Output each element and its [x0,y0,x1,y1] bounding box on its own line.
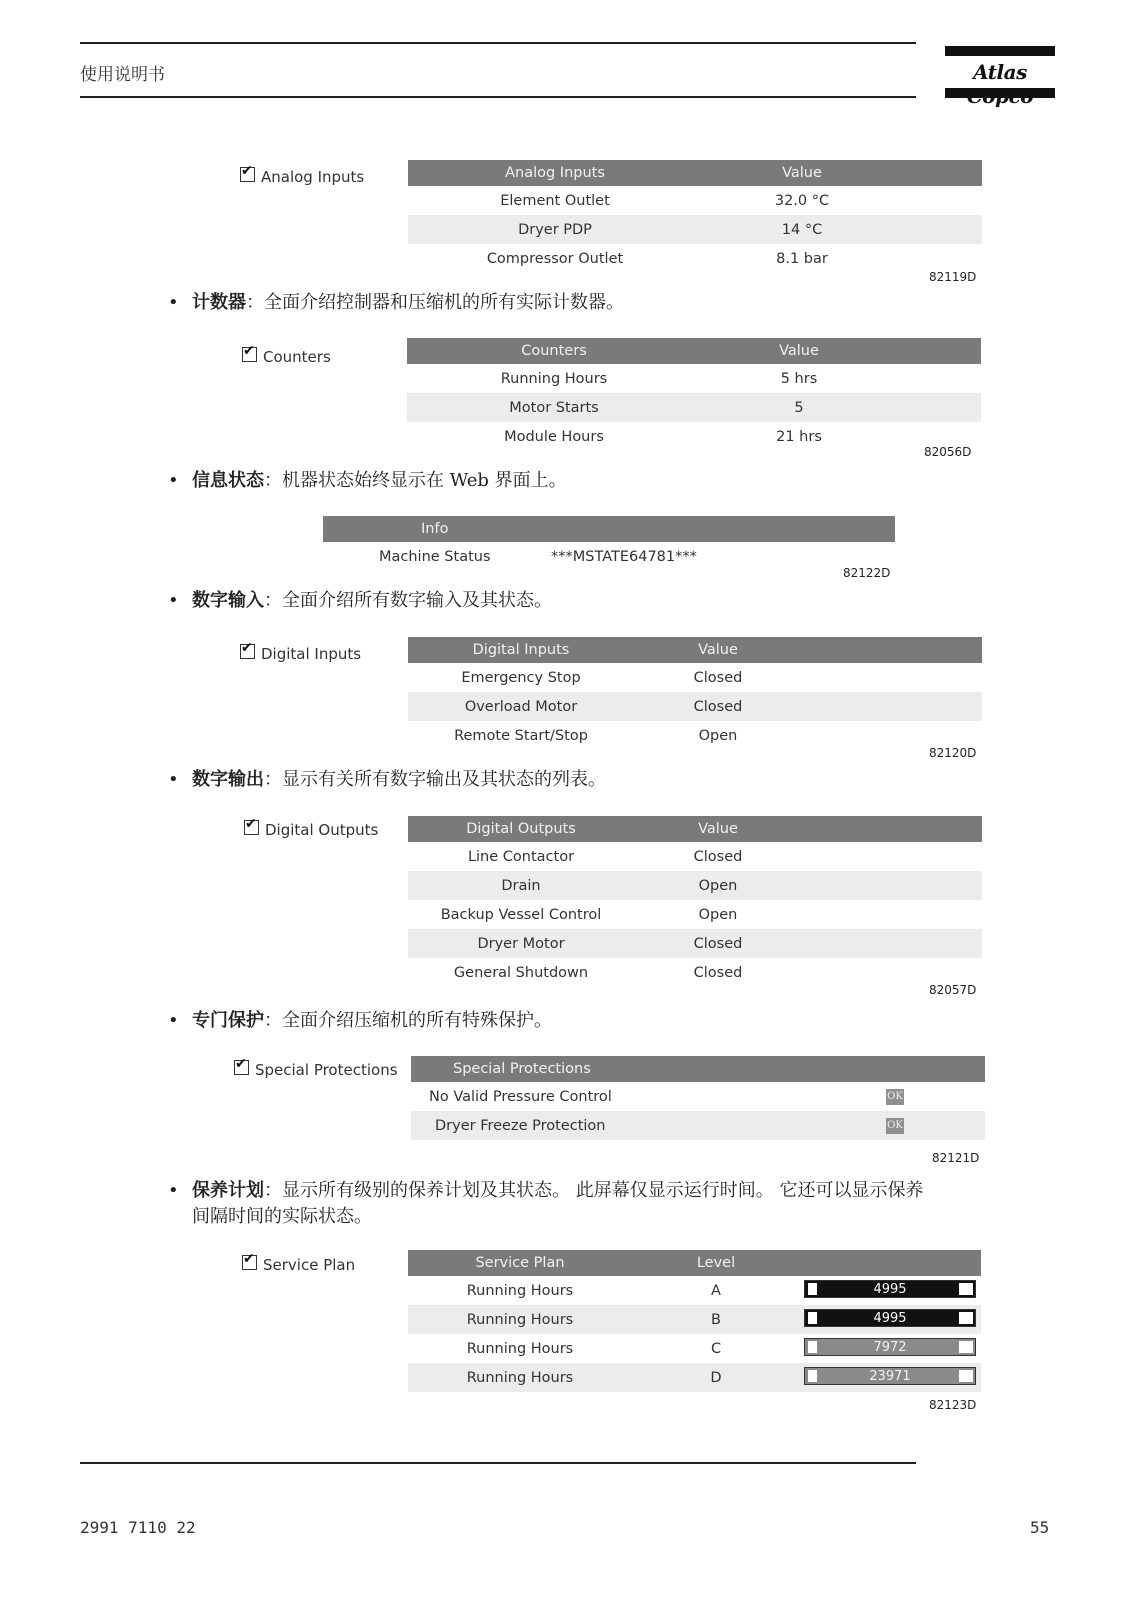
row-value: 32.0 °C [774,192,830,209]
column-header: Digital Inputs [472,642,570,658]
row-label: Line Contactor [467,848,575,865]
table-row [408,721,982,750]
column-header: Analog Inputs [505,165,605,181]
service-bar-value: 23971 [869,1368,911,1384]
ok-status-badge: OK [883,1082,907,1111]
info-table [323,516,895,571]
row-label: Backup Vessel Control [440,906,602,923]
row-label: Running Hours [466,1311,574,1328]
row-value: 21 hrs [776,428,822,445]
bullet-term: 保养计划 [192,1180,264,1201]
page-number: 55 [1030,1518,1050,1537]
service-progress-bar [804,1280,976,1298]
table-row [408,1305,981,1334]
service-plan-table [408,1250,981,1392]
special-protections-table [411,1056,985,1140]
bullet-term: 计数器 [192,292,246,313]
figure-code: 82119D [929,270,977,284]
row-label: Drain [501,877,541,894]
info-bullet: • 信息状态：机器状态始终显示在 Web 界面上。 [168,470,567,491]
column-header: Value [698,821,738,837]
row-value: 5 [794,399,804,416]
checkbox-checked-icon [240,167,255,182]
table-row [408,663,982,692]
logo-top-bar [945,46,1055,56]
table-header [411,1056,985,1082]
row-value: Closed [693,964,743,981]
figure-code: 82057D [929,983,977,997]
logo-bottom-bar [945,88,1055,98]
row-value: Closed [693,669,743,686]
service-bar-value: 4995 [873,1281,907,1297]
row-value: Closed [693,698,743,715]
service-progress-bar [804,1367,976,1385]
checkbox-label: Digital Inputs [261,645,362,663]
digital-outputs-table [408,816,982,987]
row-label: Dryer Motor [477,935,565,952]
table-row [323,542,895,571]
table-header [408,637,982,663]
row-value: Closed [693,848,743,865]
analog-inputs-checkbox[interactable] [240,168,364,186]
table-row [408,900,982,929]
table-row [408,244,982,273]
row-value: 5 hrs [780,370,818,387]
checkbox-label: Analog Inputs [261,168,365,186]
table-header [323,516,895,542]
digital-inputs-checkbox[interactable] [240,645,361,663]
column-header: Counters [521,343,587,359]
row-value: Open [698,877,738,894]
row-value: 14 °C [781,221,823,238]
bullet-text: ：显示所有级别的保养计划及其状态。 此屏幕仅显示运行时间。 它还可以显示保养 [264,1180,924,1201]
column-header: Special Protections [453,1061,591,1077]
service-plan-checkbox[interactable] [242,1256,355,1274]
checkbox-checked-icon [240,644,255,659]
footer-rule [80,1462,916,1464]
row-label: Emergency Stop [461,669,581,686]
row-value: 8.1 bar [776,250,828,267]
table-header [408,1250,981,1276]
digital-outputs-checkbox[interactable] [244,821,378,839]
analog-inputs-table [408,160,982,273]
figure-code: 82122D [843,566,891,580]
table-row [408,1363,981,1392]
table-header [408,816,982,842]
figure-code: 82120D [929,746,977,760]
column-header: Value [779,343,819,359]
row-label: General Shutdown [453,964,589,981]
row-label: Dryer Freeze Protection [435,1117,606,1134]
row-label: Running Hours [466,1369,574,1386]
footer-document-number: 2991 7110 22 [80,1518,196,1537]
row-label: Running Hours [500,370,608,387]
service-progress-bar [804,1338,976,1356]
column-header: Value [698,642,738,658]
row-value: Closed [693,935,743,952]
table-row [407,364,981,393]
checkbox-checked-icon [242,347,257,362]
machine-status-value: ***MSTATE64781*** [551,548,697,565]
bullet-text: ：显示有关所有数字输出及其状态的列表。 [264,769,606,790]
table-row [408,1334,981,1363]
service-plan-bullet: • 保养计划：显示所有级别的保养计划及其状态。 此屏幕仅显示运行时间。 它还可以显示保养 间隔时间的实际状态。 [168,1178,1038,1230]
row-value: Open [698,906,738,923]
table-row [408,1276,981,1305]
column-header: Value [782,165,822,181]
digital-inputs-bullet: • 数字输入：全面介绍所有数字输入及其状态。 [168,590,552,611]
row-level: C [710,1340,722,1357]
table-row [407,393,981,422]
service-bar-value: 7972 [873,1339,907,1355]
table-row [408,692,982,721]
checkbox-label: Service Plan [263,1256,356,1274]
counters-bullet: • 计数器：全面介绍控制器和压缩机的所有实际计数器。 [168,292,624,313]
table-row [408,215,982,244]
counters-table [407,338,981,451]
row-label: Module Hours [504,428,604,445]
checkbox-checked-icon [234,1060,249,1075]
row-label: Compressor Outlet [486,250,624,267]
service-progress-bar [804,1309,976,1327]
service-bar-value: 4995 [873,1310,907,1326]
checkbox-label: Digital Outputs [265,821,379,839]
bullet-text: ：机器状态始终显示在 Web 界面上。 [264,470,567,491]
column-header: Digital Outputs [466,821,576,837]
counters-checkbox[interactable] [242,348,331,366]
table-row [408,186,982,215]
bullet-text: ：全面介绍压缩机的所有特殊保护。 [264,1010,552,1031]
table-row [411,1082,985,1111]
ok-status-badge: OK [883,1111,907,1140]
row-label: Element Outlet [500,192,610,209]
digital-inputs-table [408,637,982,750]
row-label: Dryer PDP [518,221,592,238]
atlas-copco-logo: Atlas [973,60,1027,84]
row-label: Running Hours [466,1340,574,1357]
bullet-text-continued: 间隔时间的实际状态。 [192,1206,372,1227]
column-header: Service Plan [475,1255,565,1271]
bullet-text: ：全面介绍所有数字输入及其状态。 [264,590,552,611]
bullet-term: 数字输出 [192,769,264,790]
row-label: Machine Status [379,548,491,565]
table-header [407,338,981,364]
figure-code: 82121D [932,1151,980,1165]
bullet-term: 信息状态 [192,470,264,491]
row-level: A [711,1282,721,1299]
table-header [408,160,982,186]
header-top-rule [80,42,916,44]
row-label: Overload Motor [464,698,578,715]
table-row [408,871,982,900]
bullet-text: ：全面介绍控制器和压缩机的所有实际计数器。 [246,292,624,313]
special-protections-checkbox[interactable] [234,1061,398,1079]
row-value: Open [698,727,738,744]
table-row [408,842,982,871]
bullet-term: 专门保护 [192,1010,264,1031]
document-title: 使用说明书 [80,65,165,85]
figure-code: 82123D [929,1398,977,1412]
checkbox-label: Counters [263,348,331,366]
table-row [411,1111,985,1140]
bullet-term: 数字输入 [192,590,264,611]
column-header: Level [696,1255,736,1271]
row-label: Running Hours [466,1282,574,1299]
special-protections-bullet: • 专门保护：全面介绍压缩机的所有特殊保护。 [168,1010,552,1031]
row-label: Remote Start/Stop [454,727,588,744]
table-row [408,958,982,987]
checkbox-checked-icon [244,820,259,835]
row-level: D [710,1369,722,1386]
checkbox-checked-icon [242,1255,257,1270]
column-header: Info [421,521,449,537]
figure-code: 82056D [924,445,972,459]
table-row [408,929,982,958]
row-label: No Valid Pressure Control [429,1088,612,1105]
digital-outputs-bullet: • 数字输出：显示有关所有数字输出及其状态的列表。 [168,769,606,790]
table-row [407,422,981,451]
row-label: Motor Starts [509,399,599,416]
checkbox-label: Special Protections [255,1061,398,1079]
row-level: B [711,1311,721,1328]
header-bottom-rule [80,96,916,98]
